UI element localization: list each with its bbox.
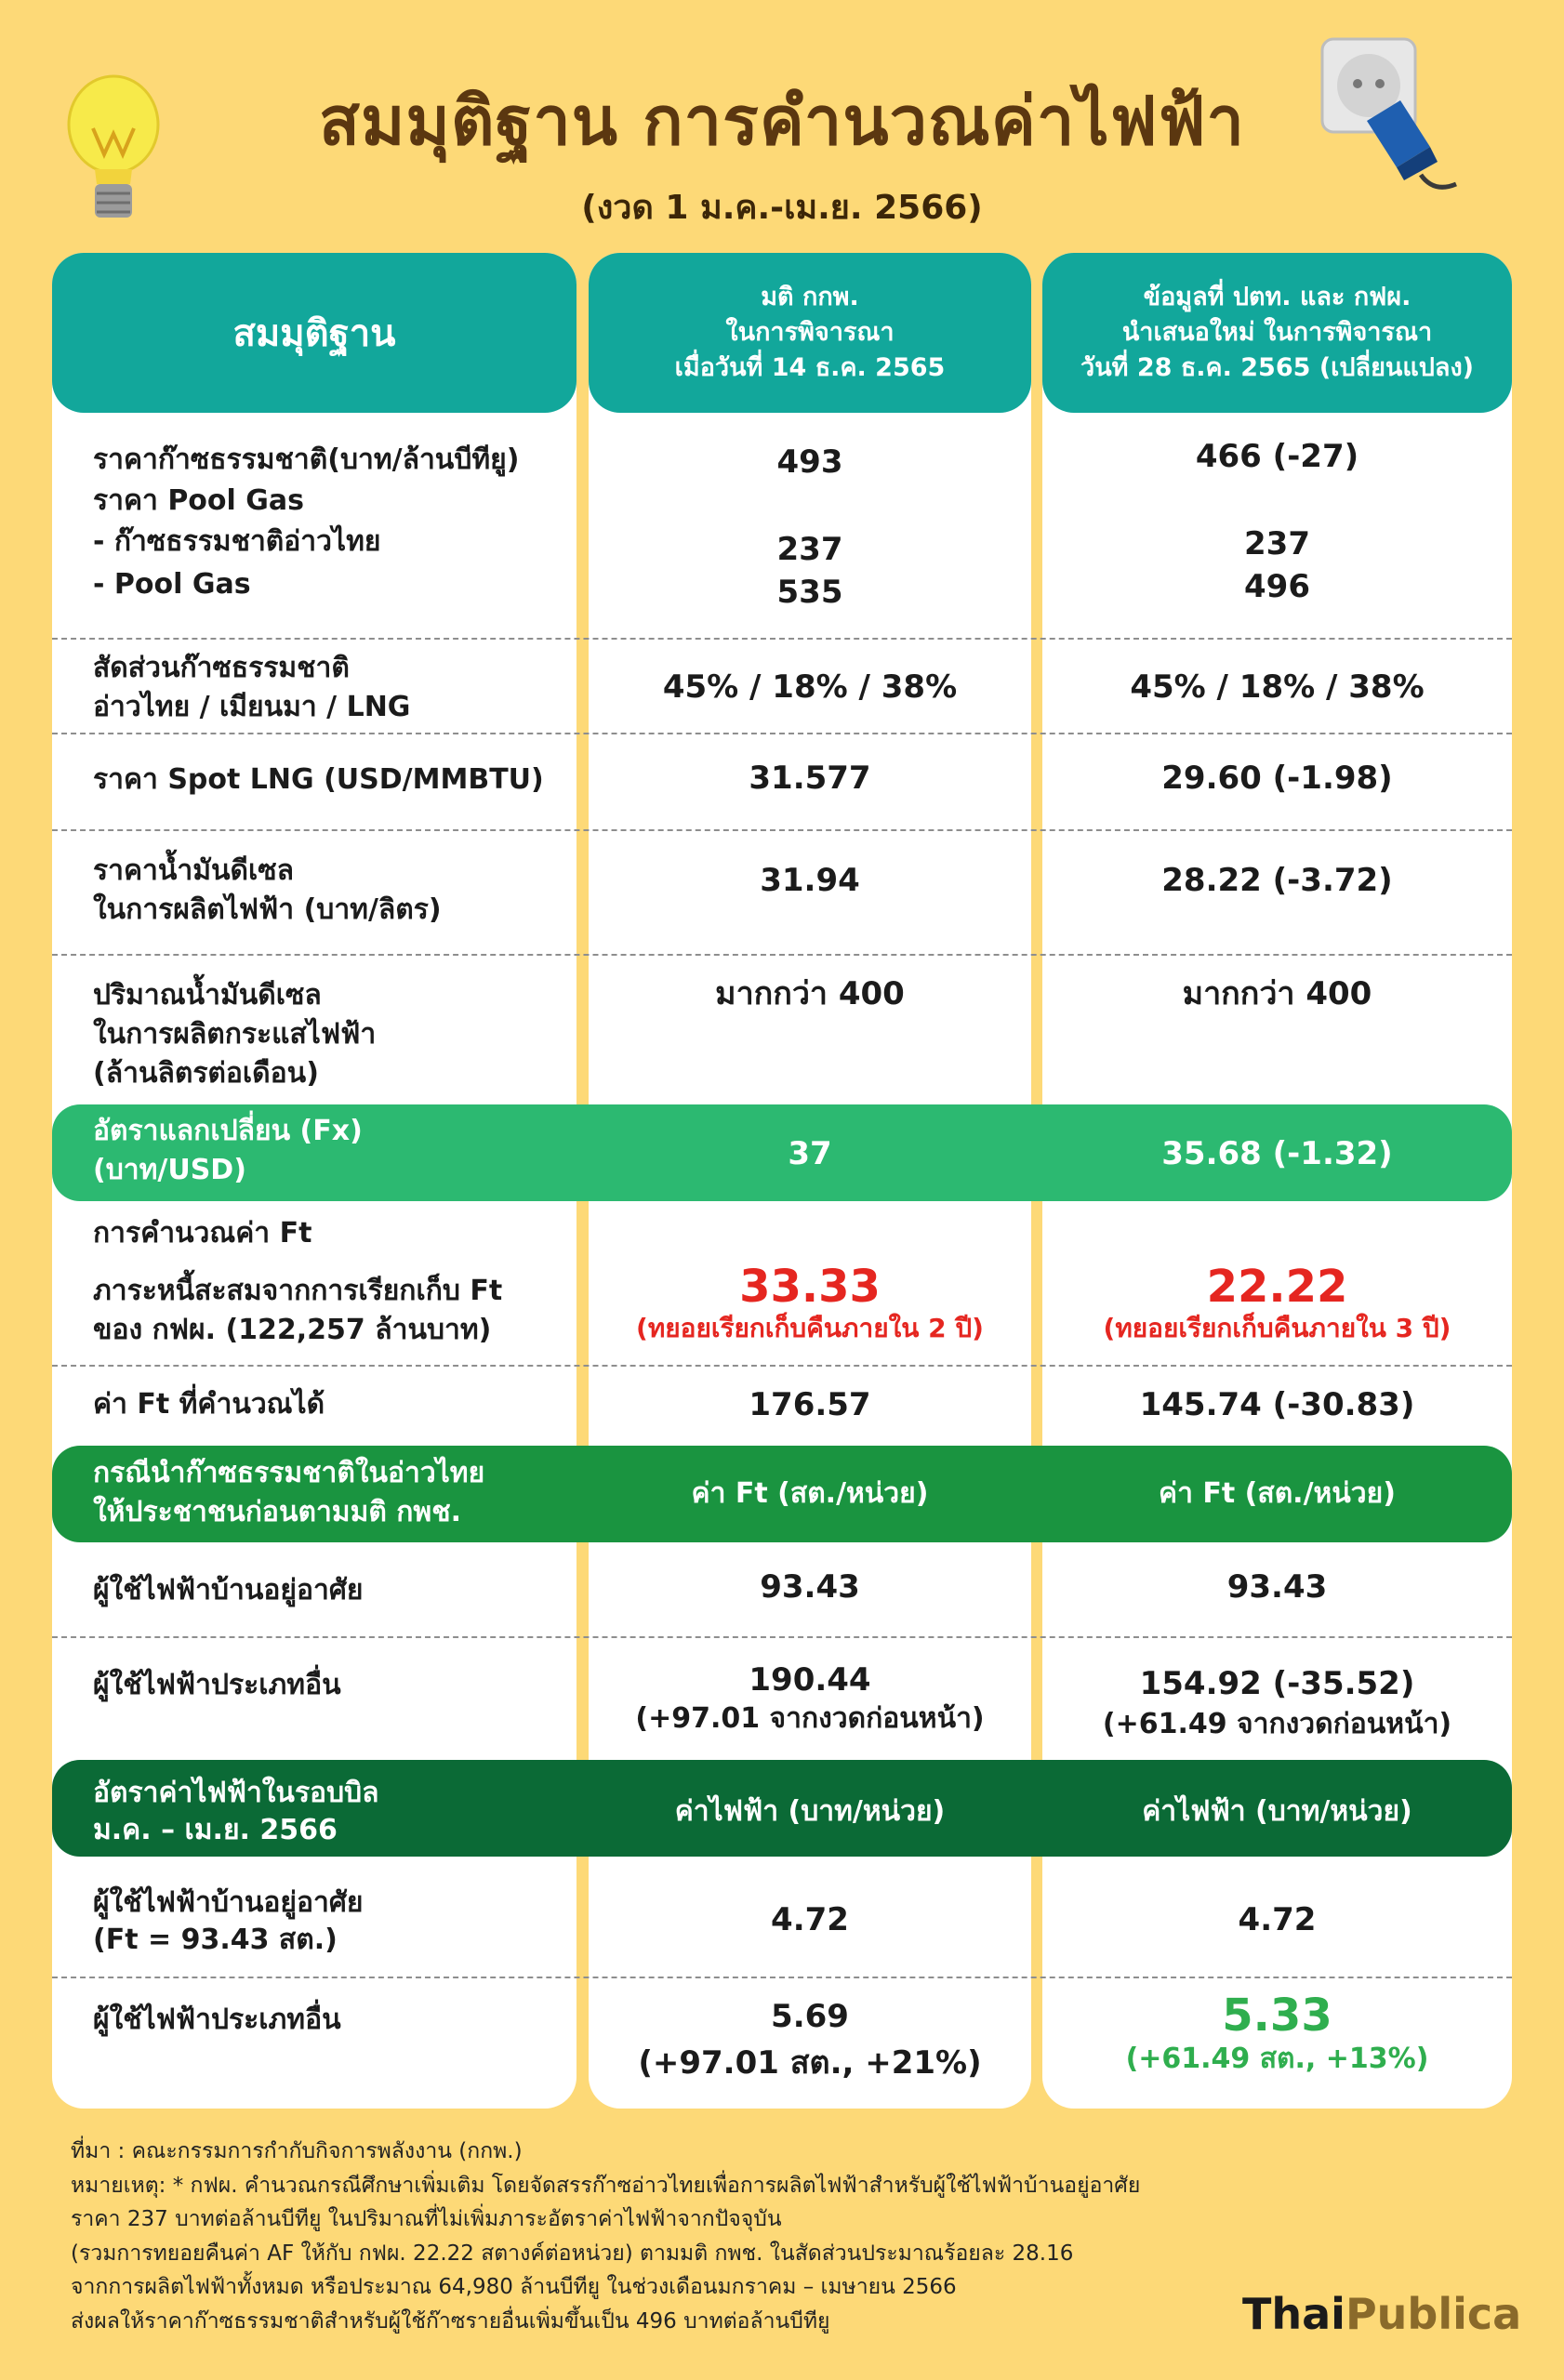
rate-residential-c3: 4.72 bbox=[1238, 1901, 1317, 1938]
footnotes bbox=[71, 2135, 1372, 2339]
row-divider bbox=[52, 1977, 1512, 1978]
spot-lng-c3: 29.60 (-1.98) bbox=[1161, 760, 1393, 797]
row-label-diesel-price: ราคาน้ำมันดีเซล bbox=[93, 854, 294, 887]
rate-other-c3: 5.33 bbox=[1222, 1990, 1332, 2042]
row-divider bbox=[52, 829, 1512, 831]
gulf-gas-c3: 237 bbox=[1244, 525, 1310, 562]
band-ft-label: กรณีนำก๊าซธรรมชาติในอ่าวไทย bbox=[93, 1457, 485, 1489]
gas-price-c2: 493 bbox=[776, 443, 843, 481]
row-divider bbox=[52, 733, 1512, 734]
fx-c3: 35.68 (-1.32) bbox=[1161, 1135, 1393, 1172]
row-label-rate-residential: ผู้ใช้ไฟฟ้าบ้านอยู่อาศัย bbox=[93, 1886, 364, 1919]
row-divider bbox=[52, 954, 1512, 956]
row-label-pool-gas: ราคา Pool Gas bbox=[93, 484, 304, 517]
row-label-gulf-gas: - ก๊าซธรรมชาติอ่าวไทย bbox=[93, 525, 381, 558]
spot-lng-c2: 31.577 bbox=[749, 760, 871, 797]
row-label-diesel-price-unit: ในการผลิตไฟฟ้า (บาท/ลิตร) bbox=[93, 893, 442, 926]
footnote-line: ที่มา : คณะกรรมการกำกับกิจการพลังงาน (กกพ.) bbox=[71, 2139, 523, 2163]
row-label-gas-ratio: สัดส่วนก๊าซธรรมชาติ bbox=[93, 652, 350, 684]
header-erc-resolution: มติ กกพ. ในการพิจารณา เมื่อวันที่ 14 ธ.ค. 2565 bbox=[589, 253, 1031, 413]
row-label-gas-ratio-sources: อ่าวไทย / เมียนมา / LNG bbox=[93, 691, 411, 723]
pool-gas-c2: 535 bbox=[776, 574, 843, 611]
row-divider bbox=[52, 1365, 1512, 1367]
ft-debt-note-c3: (ทยอยเรียกเก็บคืนภายใน 3 ปี) bbox=[1103, 1313, 1451, 1343]
rate-other-c2: 5.69 bbox=[771, 1998, 849, 2035]
diesel-price-c3: 28.22 (-3.72) bbox=[1161, 862, 1393, 899]
row-label-diesel-qty: ปริมาณน้ำมันดีเซล bbox=[93, 979, 322, 1012]
band-ft-label-2: ให้ประชาชนก่อนตามมติ กพช. bbox=[93, 1496, 461, 1528]
row-label-pool-gas-price: - Pool Gas bbox=[93, 568, 251, 601]
row-label-ft-other: ผู้ใช้ไฟฟ้าประเภทอื่น bbox=[93, 1669, 341, 1701]
row-label-fx: อัตราแลกเปลี่ยน (Fx) bbox=[93, 1115, 363, 1147]
row-label-ft-debt: ภาระหนี้สะสมจากการเรียกเก็บ Ft bbox=[93, 1275, 503, 1307]
row-label-diesel-qty-unit: (ล้านลิตรต่อเดือน) bbox=[93, 1057, 319, 1090]
diesel-price-c2: 31.94 bbox=[760, 862, 860, 899]
row-label-diesel-qty-use: ในการผลิตกระแสไฟฟ้า bbox=[93, 1018, 377, 1051]
footnote-line: ราคา 237 บาทต่อล้านบีทียู ในปริมาณที่ไม่เพิ่มภาระอัตราค่าไฟฟ้าจากปัจจุบัน bbox=[71, 2207, 782, 2232]
row-divider bbox=[52, 638, 1512, 640]
header-ptt-egat-revised: ข้อมูลที่ ปตท. และ กฟผ. นำเสนอใหม่ ในการพิจารณา วันที่ 28 ธ.ค. 2565 (เปลี่ยนแปลง) bbox=[1042, 253, 1512, 413]
row-label-gas-price: ราคาก๊าซธรรมชาติ(บาท/ล้านบีทียู) bbox=[93, 443, 520, 476]
ft-other-c2: 190.44 bbox=[749, 1661, 871, 1699]
rate-residential-c2: 4.72 bbox=[771, 1901, 849, 1938]
row-label-ft-calc: การคำนวณค่า Ft bbox=[93, 1217, 312, 1250]
row-label-ft-egat: ของ กฟผ. (122,257 ล้านบาท) bbox=[93, 1314, 492, 1346]
row-label-rate-residential-ft: (Ft = 93.43 สต.) bbox=[93, 1924, 338, 1956]
ft-residential-c3: 93.43 bbox=[1226, 1568, 1328, 1606]
ft-other-note-c3: (+61.49 จากงวดก่อนหน้า) bbox=[1102, 1708, 1452, 1740]
gas-price-c3: 466 (-27) bbox=[1195, 438, 1359, 475]
footnote-line: หมายเหตุ: * กฟผ. คำนวณกรณีศึกษาเพิ่มเติม โดยจัดสรรก๊าซอ่าวไทยเพื่อการผลิตไฟฟ้าสำหรับผู้ใช้ไฟฟ้าบ้านอยู่อาศัย bbox=[71, 2173, 1141, 2198]
brand-logo: ThaiPublica bbox=[1242, 2289, 1522, 2339]
ft-result-c2: 176.57 bbox=[749, 1386, 871, 1423]
row-label-ft-result: ค่า Ft ที่คำนวณได้ bbox=[93, 1388, 325, 1421]
band-ft-c3: ค่า Ft (สต./หน่วย) bbox=[1159, 1477, 1396, 1510]
fx-c2: 37 bbox=[788, 1135, 832, 1172]
page-title: สมมุติฐาน การคำนวณค่าไฟฟ้า bbox=[319, 82, 1245, 160]
band-rate-label-2: ม.ค. – เม.ย. 2566 bbox=[93, 1814, 338, 1846]
ft-residential-c2: 93.43 bbox=[760, 1568, 860, 1606]
diesel-qty-c2: มากกว่า 400 bbox=[715, 975, 905, 1012]
header-assumption: สมมุติฐาน bbox=[52, 253, 577, 413]
footnote-line: ส่งผลให้ราคาก๊าซธรรมชาติสำหรับผู้ใช้ก๊าซรายอื่นเพิ่มขึ้นเป็น 496 บาทต่อล้านบีทียู bbox=[71, 2308, 830, 2334]
rate-other-note-c2: (+97.01 สต., +21%) bbox=[638, 2044, 982, 2082]
ft-result-c3: 145.74 (-30.83) bbox=[1139, 1386, 1415, 1423]
ft-other-note-c2: (+97.01 จากงวดก่อนหน้า) bbox=[635, 1702, 985, 1735]
gas-ratio-c3: 45% / 18% / 38% bbox=[1130, 668, 1425, 706]
ft-debt-c2: 33.33 bbox=[739, 1261, 881, 1313]
ft-debt-c3: 22.22 bbox=[1206, 1261, 1348, 1313]
row-label-spot-lng: ราคา Spot LNG (USD/MMBTU) bbox=[93, 763, 544, 796]
row-divider bbox=[52, 1636, 1512, 1638]
rate-other-note-c3: (+61.49 สต., +13%) bbox=[1125, 2043, 1429, 2075]
footnote-line: (รวมการทยอยคืนค่า AF ให้กับ กฟผ. 22.22 สตางค์ต่อหน่วย) ตามมติ กพช. ในสัดส่วนประมาณร้อยละ 28.16 bbox=[71, 2241, 1074, 2266]
page-subtitle: (งวด 1 ม.ค.-เม.ย. 2566) bbox=[581, 189, 983, 227]
pool-gas-c3: 496 bbox=[1244, 568, 1310, 605]
gas-ratio-c2: 45% / 18% / 38% bbox=[662, 668, 958, 706]
ft-other-c3: 154.92 (-35.52) bbox=[1139, 1665, 1415, 1702]
gulf-gas-c2: 237 bbox=[776, 531, 843, 568]
row-label-fx-unit: (บาท/USD) bbox=[93, 1154, 246, 1186]
band-ft-c2: ค่า Ft (สต./หน่วย) bbox=[691, 1477, 929, 1510]
diesel-qty-c3: มากกว่า 400 bbox=[1182, 975, 1372, 1012]
band-rate-label: อัตราค่าไฟฟ้าในรอบบิล bbox=[93, 1777, 379, 1809]
band-rate-c2: ค่าไฟฟ้า (บาท/หน่วย) bbox=[674, 1795, 946, 1828]
footnote-line: จากการผลิตไฟฟ้าทั้งหมด หรือประมาณ 64,980 ล้านบีทียู ในช่วงเดือนมกราคม – เมษายน 2566 bbox=[71, 2275, 957, 2300]
band-rate-c3: ค่าไฟฟ้า (บาท/หน่วย) bbox=[1142, 1795, 1412, 1828]
ft-debt-note-c2: (ทยอยเรียกเก็บคืนภายใน 2 ปี) bbox=[636, 1313, 984, 1343]
row-label-rate-other: ผู้ใช้ไฟฟ้าประเภทอื่น bbox=[93, 2003, 341, 2036]
row-label-ft-residential: ผู้ใช้ไฟฟ้าบ้านอยู่อาศัย bbox=[93, 1574, 364, 1606]
